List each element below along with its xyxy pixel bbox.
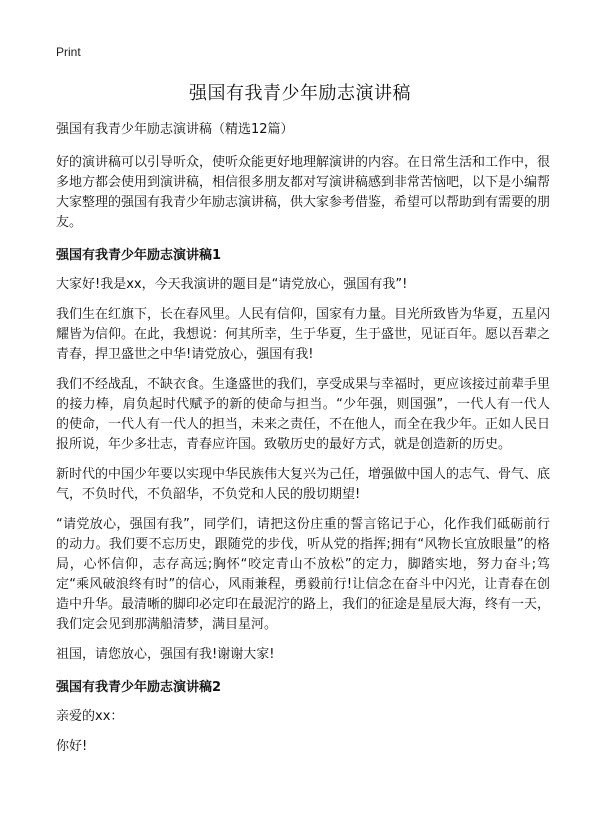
section-paragraph: 新时代的中国少年要以实现中华民族伟大复兴为己任，增强做中国人的志气、骨气、底气，不负时代，不负韶华，不负党和人民的殷切期望! [56,467,551,502]
print-link[interactable]: Print [56,45,81,59]
section-paragraph: 我们生在红旗下，长在春风里。人民有信仰，国家有力量。目光所致皆为华夏，五星闪耀皆为信仰。在此，我想说：何其所幸，生于华夏，生于盛世，见证百年。愿以吾辈之青春，捍卫盛世之中华!请党放心，强国有我! [56,307,551,362]
section-heading: 强国有我青少年励志演讲稿2 [56,680,222,695]
section-paragraph: 大家好!我是xx，今天我演讲的题目是“请党放心，强国有我”! [56,277,408,292]
section-paragraph: 祖国，请您放心，强国有我!谢谢大家! [56,647,275,662]
section-paragraph: “请党放心，强国有我”，同学们，请把这份庄重的誓言铭记于心，化作我们砥砺前行的动力。我们要不忘历史，跟随党的步伐，听从党的指挥;拥有“风物长宜放眼量”的格局，心怀信仰，志存高远;胸怀“咬定青山不放松”的定力，脚踏实地，努力奋斗;笃定“乘风破浪终有时”的信心，风雨兼程，勇毅前行!让信念在奋斗中闪光，让青春在创造中升华。最清晰的脚印必定印在最泥泞的路上，我们的征途是星辰大海，终有一天，我们定会见到那满船清梦，满目星河。 [56,517,551,632]
speech-section-1 [56,247,550,665]
document-body [56,121,550,767]
document-subtitle: 强国有我青少年励志演讲稿（精选12篇） [56,122,294,137]
section-paragraph: 亲爱的xx： [56,709,124,724]
section-paragraph: 你好! [56,739,88,754]
document-title: 强国有我青少年励志演讲稿 [189,83,411,104]
section-paragraph: 我们不经战乱，不缺衣食。生逢盛世的我们，享受成果与幸福时，更应该接过前辈手里的接力棒，肩负起时代赋予的新的使命与担当。“少年强，则国强”，一代人有一代人的使命，一代人有一代人的担当，未来之责任，不在他人，而全在我少年。正如人民日报所说，年少多壮志，青春应许国。致敬历史的最好方式，就是创造新的历史。 [56,377,551,452]
section-heading: 强国有我青少年励志演讲稿1 [56,248,222,263]
intro-paragraph: 好的演讲稿可以引导听众，使听众能更好地理解演讲的内容。在日常生活和工作中，很多地方都会使用到演讲稿，相信很多朋友都对写演讲稿感到非常苦恼吧，以下是小编帮大家整理的强国有我青少年励志演讲稿，供大家参考借鉴，希望可以帮助到有需要的朋友。 [56,155,551,230]
speech-section-2 [56,679,550,757]
